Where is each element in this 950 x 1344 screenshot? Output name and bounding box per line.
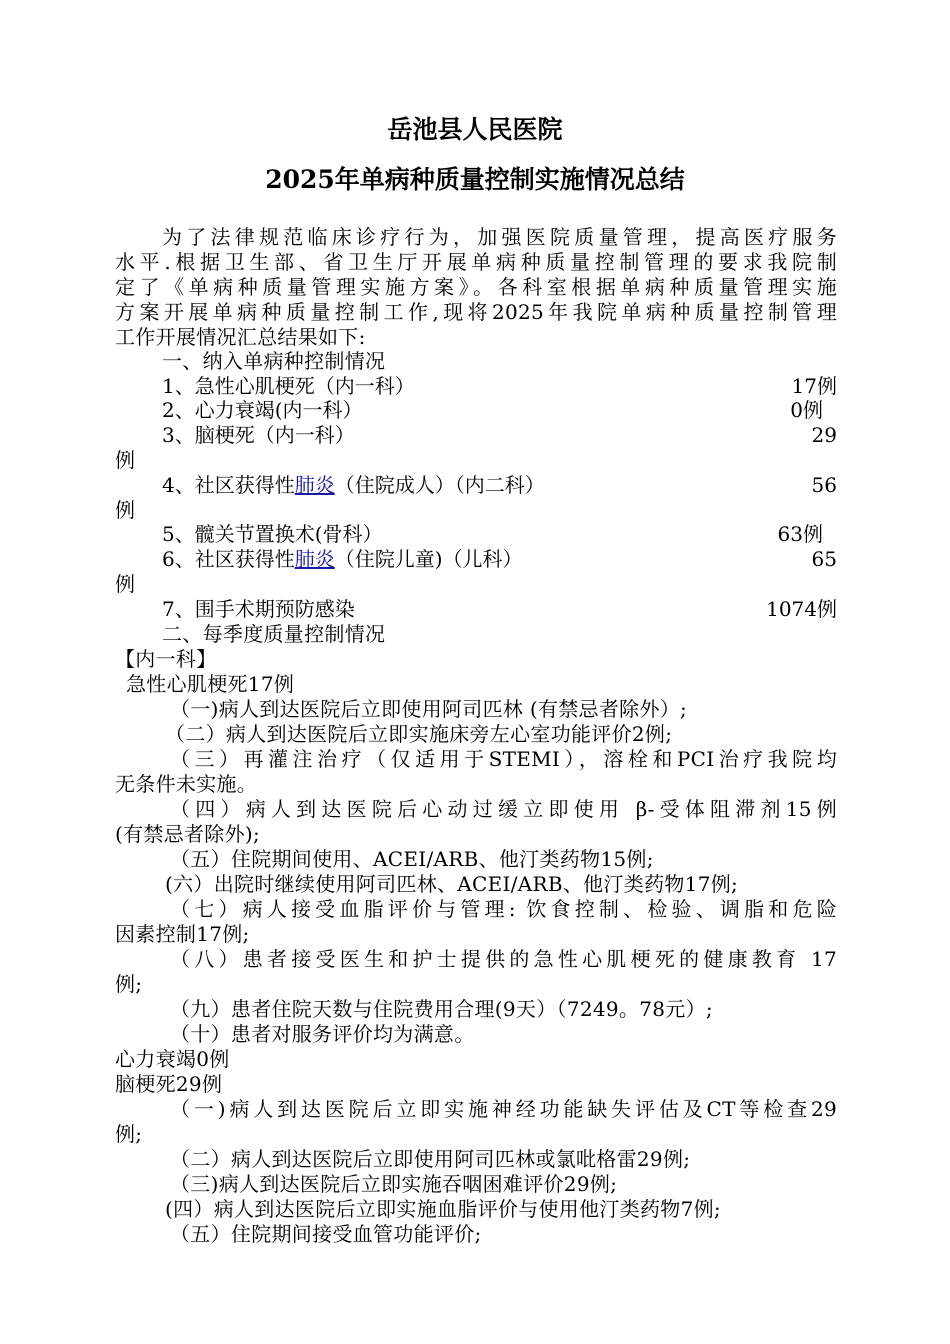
disease-count: 29 (811, 423, 837, 447)
disease-count: 0例 (790, 398, 823, 422)
stroke-title: 脑梗死29例 (115, 1072, 223, 1096)
section1-heading: 一、纳入单病种控制情况 (162, 349, 386, 373)
disease-label: 5、髋关节置换术(骨科） (162, 522, 383, 546)
dept-heading: 【内一科】 (115, 647, 217, 671)
disease-row-5 (115, 522, 837, 546)
disease-row-1 (115, 374, 837, 398)
disease-row-3-wrap: 例 (115, 448, 136, 472)
disease-prefix: 4、社区获得性 (162, 473, 295, 497)
disease-count: 17例 (791, 374, 837, 398)
ami-item-3-line-2: 无条件未实施。 (115, 772, 258, 796)
ami-item-8-line-2: 例; (115, 972, 143, 996)
section2-heading: 二、每季度质量控制情况 (162, 622, 386, 646)
disease-label: 1、急性心肌梗死（内一科） (162, 374, 415, 398)
disease-count: 63例 (777, 522, 823, 546)
intro-line-1: 为了法律规范临床诊疗行为，加强医院质量管理，提高医疗服务 (162, 225, 837, 249)
disease-suffix: （住院儿童)（儿科） (334, 547, 523, 571)
disease-label: 3、脑梗死（内一科） (162, 423, 355, 447)
disease-count: 1074例 (766, 597, 837, 621)
stroke-item-4: (四）病人到达医院后立即实施血脂评价与使用他汀类药物7例; (165, 1197, 721, 1221)
disease-label: 2、心力衰竭(内一科） (162, 398, 363, 422)
pneumonia-link[interactable]: 肺炎 (294, 473, 335, 497)
ami-item-2: （二）病人到达医院后立即实施床旁左心室功能评价2例; (165, 722, 673, 746)
ami-item-3-line-1: （三）再灌注治疗（仅适用于STEMI），溶栓和PCI治疗我院均 (170, 747, 837, 771)
ami-item-4-line-1: （四）病人到达医院后心动过缓立即使用 β-受体阻滞剂15例 (170, 797, 837, 821)
ami-item-5: （五）住院期间使用、ACEI/ARB、他汀类药物15例; (170, 847, 654, 871)
disease-row-2 (115, 398, 837, 422)
stroke-item-1-line-1: （一)病人到达医院后立即实施神经功能缺失评估及CT等检查29 (170, 1097, 837, 1121)
disease-row-6-wrap: 例 (115, 572, 136, 596)
intro-line-2: 水平.根据卫生部、省卫生厅开展单病种质量控制管理的要求我院制 (115, 250, 837, 274)
stroke-item-3: （三)病人到达医院后立即实施吞咽困难评价29例; (170, 1172, 618, 1196)
intro-line-5: 工作开展情况汇总结果如下: (115, 325, 366, 349)
pneumonia-link[interactable]: 肺炎 (294, 547, 335, 571)
ami-item-7-line-1: （七）病人接受血脂评价与管理: 饮食控制、检验、调脂和危险 (170, 897, 837, 921)
document-title-summary: 2025年单病种质量控制实施情况总结 (265, 165, 685, 194)
disease-row-7 (115, 597, 837, 621)
disease-count: 65 (811, 547, 837, 571)
disease-suffix: （住院成人）（内二科） (334, 473, 545, 497)
disease-row-6 (115, 547, 837, 571)
stroke-item-1-line-2: 例; (115, 1122, 143, 1146)
ami-item-10: （十）患者对服务评价均为满意。 (170, 1022, 475, 1046)
ami-title: 急性心肌梗死17例 (126, 672, 295, 696)
disease-row-3 (115, 423, 837, 447)
disease-label (162, 547, 523, 571)
intro-line-4: 方案开展单病种质量控制工作,现将2025年我院单病种质量控制管理 (115, 300, 837, 324)
intro-line-3: 定了《单病种质量管理实施方案》。各科室根据单病种质量管理实施 (115, 275, 837, 299)
document-title-hospital: 岳池县人民医院 (387, 115, 563, 144)
hf-title: 心力衰竭0例 (115, 1047, 230, 1071)
ami-item-9: （九）患者住院天数与住院费用合理(9天）（7249。78元）; (170, 997, 713, 1021)
disease-label (162, 473, 545, 497)
disease-row-4 (115, 473, 837, 497)
ami-item-1: （一)病人到达医院后立即使用阿司匹林 (有禁忌者除外）; (170, 697, 688, 721)
ami-item-7-line-2: 因素控制17例; (115, 922, 250, 946)
disease-prefix: 6、社区获得性 (162, 547, 295, 571)
stroke-item-2: （二）病人到达医院后立即使用阿司匹林或氯吡格雷29例; (170, 1147, 691, 1171)
ami-item-4-line-2: (有禁忌者除外); (115, 822, 261, 846)
ami-item-8-line-1: （八）患者接受医生和护士提供的急性心肌梗死的健康教育 17 (170, 947, 837, 971)
ami-item-6: (六）出院时继续使用阿司匹林、ACEI/ARB、他汀类药物17例; (165, 872, 739, 896)
disease-label: 7、围手术期预防感染 (162, 597, 355, 621)
stroke-item-5: （五）住院期间接受血管功能评价; (170, 1222, 482, 1246)
disease-count: 56 (811, 473, 837, 497)
disease-row-4-wrap: 例 (115, 498, 136, 522)
